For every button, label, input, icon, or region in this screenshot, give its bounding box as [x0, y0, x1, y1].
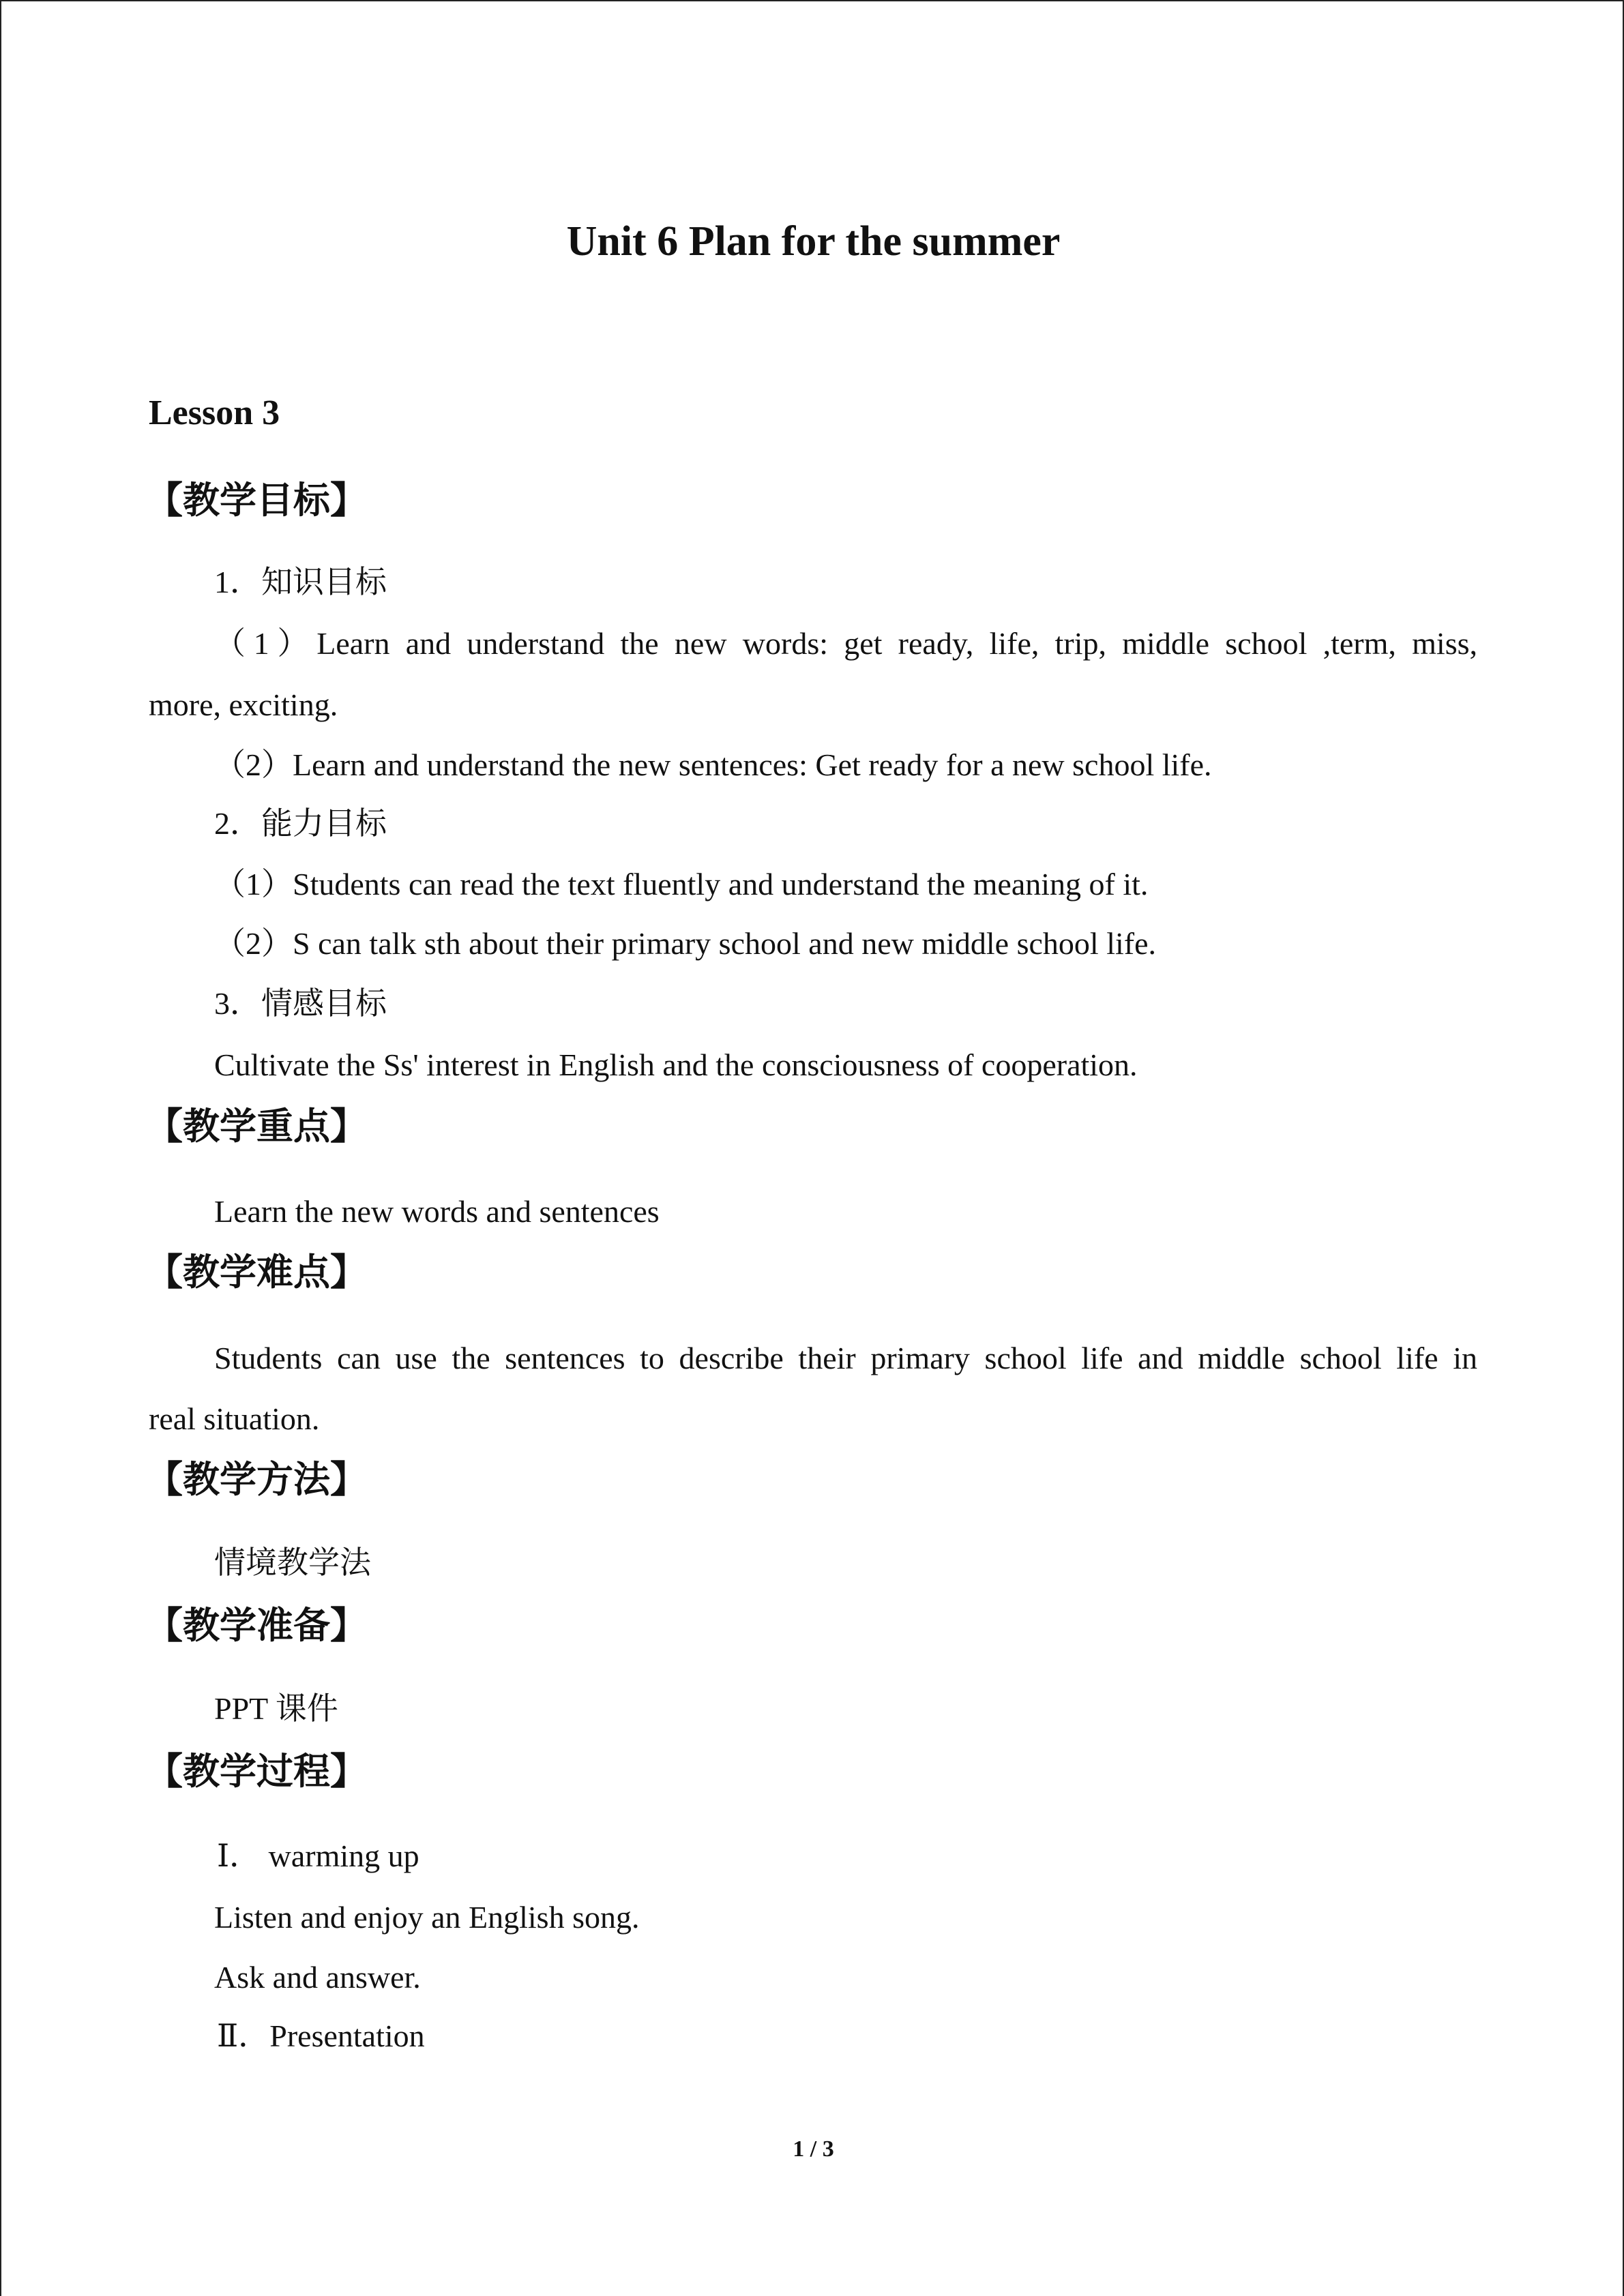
difficult-points-heading: 【教学难点】 — [146, 1251, 367, 1294]
difficult-points-text-cont: real situation. — [149, 1401, 320, 1436]
objective-ability-label: 2．能力目标 — [214, 806, 387, 841]
teaching-prep-heading: 【教学准备】 — [146, 1604, 367, 1647]
objective-knowledge-label: 1．知识目标 — [214, 565, 387, 599]
teaching-method-text: 情境教学法 — [214, 1545, 371, 1580]
process-step-1: Ⅰ． warming up — [217, 1838, 419, 1873]
teaching-prep-text: PPT 课件 — [214, 1691, 338, 1726]
objectives-heading: 【教学目标】 — [146, 479, 367, 522]
objective-knowledge-item-1-cont: more, exciting. — [149, 687, 338, 722]
objective-ability-item-1: （1）Students can read the text fluently and understand the meaning of it. — [214, 867, 1149, 901]
lesson-label: Lesson 3 — [149, 393, 280, 432]
teaching-method-heading: 【教学方法】 — [146, 1458, 367, 1501]
objective-emotion-text: Cultivate the Ss' interest in English and the consciousness of cooperation. — [214, 1047, 1138, 1082]
key-points-text: Learn the new words and sentences — [214, 1194, 660, 1229]
teaching-process-heading: 【教学过程】 — [146, 1750, 367, 1793]
document-title: Unit 6 Plan for the summer — [566, 218, 1061, 265]
objective-ability-item-2: （2）S can talk sth about their primary school and new middle school life. — [214, 926, 1156, 961]
difficult-points-text: Students can use the sentences to describe their primary school life and middle school life in — [214, 1341, 1477, 1375]
process-step-1-detail-a: Listen and enjoy an English song. — [214, 1900, 640, 1935]
objective-knowledge-item-2: （2）Learn and understand the new sentences: Get ready for a new school life. — [214, 747, 1212, 782]
process-step-2: Ⅱ．Presentation — [217, 2018, 425, 2053]
key-points-heading: 【教学重点】 — [146, 1105, 367, 1148]
page-number: 1 / 3 — [793, 2136, 834, 2162]
process-step-1-detail-b: Ask and answer. — [214, 1960, 421, 1995]
objective-knowledge-item-1: （1）Learn and understand the new words: get ready, life, trip, middle school ,term, miss, — [214, 626, 1477, 661]
objective-emotion-label: 3．情感目标 — [214, 986, 387, 1021]
